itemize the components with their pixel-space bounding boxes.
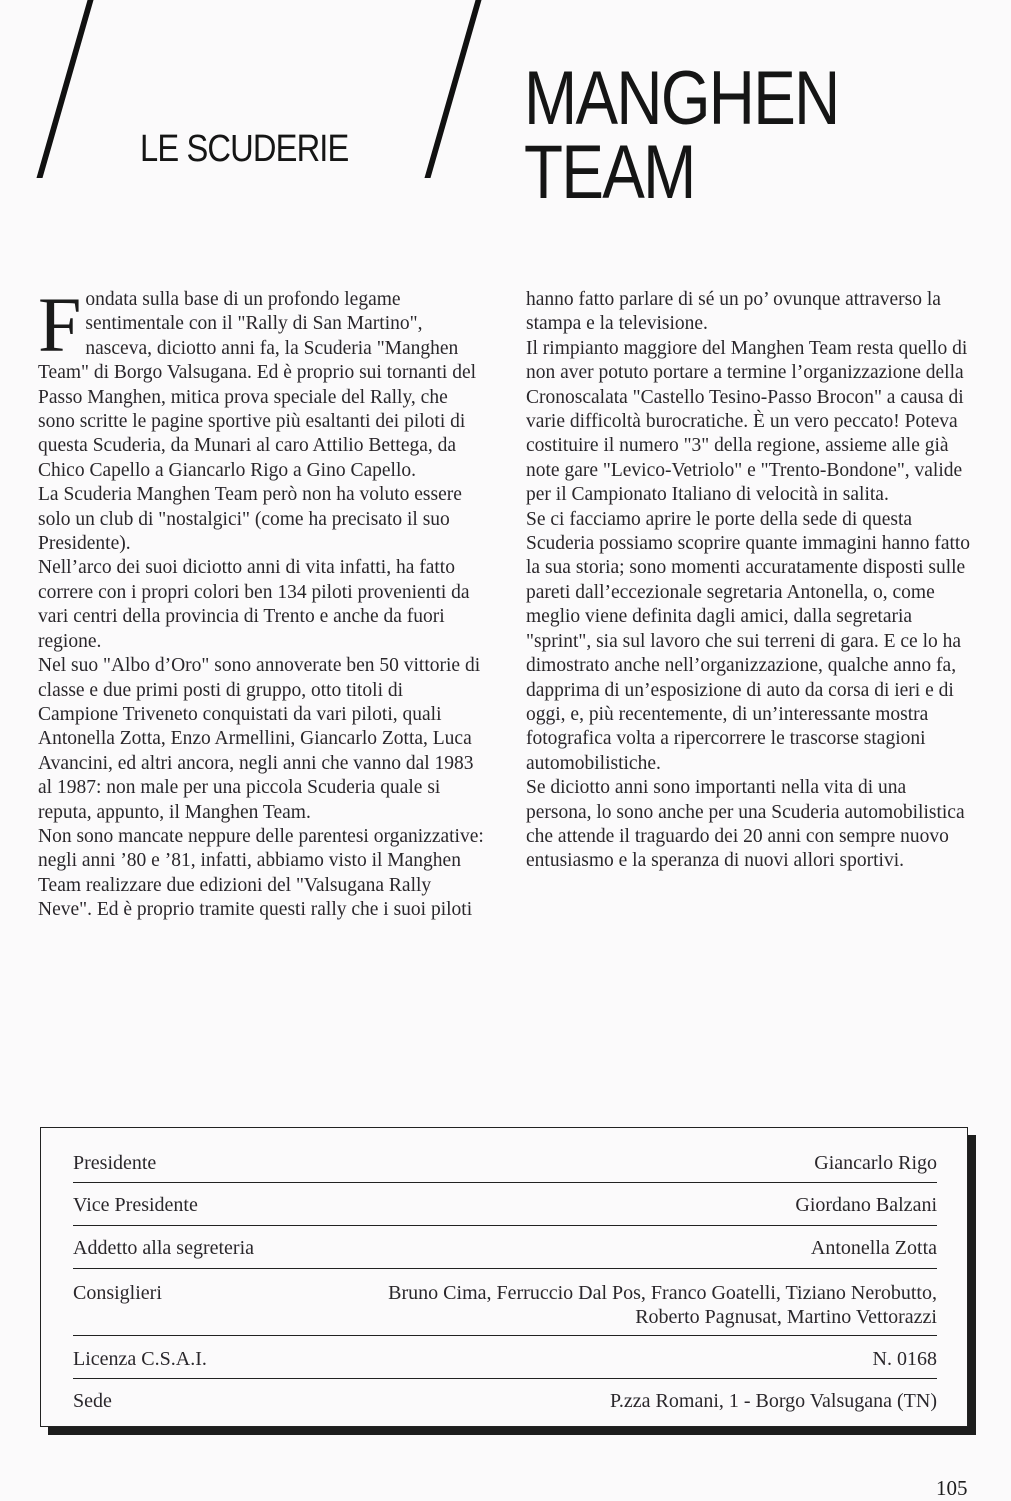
info-label: Consiglieri <box>73 1282 162 1304</box>
info-value <box>388 1281 937 1329</box>
paragraph <box>38 281 484 483</box>
info-value: Antonella Zotta <box>810 1237 937 1259</box>
paragraph: Se diciotto anni sono importanti nella vita di una persona, lo sono anche per una Scuderia automobilistica che attende il traguardo dei 20 anni con sempre nuovo entusiasmo e la speranza di nuovi allori sportivi. <box>526 777 965 872</box>
info-row-presidente <box>73 1152 937 1175</box>
decorative-slash-left <box>36 0 93 178</box>
info-label: Sede <box>73 1390 112 1412</box>
info-label: Presidente <box>73 1152 157 1174</box>
drop-cap: F <box>38 281 82 368</box>
info-label: Vice Presidente <box>73 1194 198 1216</box>
page-title <box>524 56 839 215</box>
info-value-line: Bruno Cima, Ferruccio Dal Pos, Franco Goatelli, Tiziano Nerobutto, <box>388 1282 937 1304</box>
paragraph: Non sono mancate neppure delle parentesi organizzative: negli anni ’80 e ’81, infatti, abbiamo visto il Manghen Team realizzare due edizioni del "Valsugana Rally Neve". Ed è proprio tramite questi rally che i suoi piloti <box>38 825 484 921</box>
info-label: Licenza C.S.A.I. <box>73 1348 207 1370</box>
article-column-right <box>526 288 976 874</box>
info-row-sede <box>73 1390 937 1413</box>
info-row-segreteria <box>73 1237 937 1260</box>
info-value: P.zza Romani, 1 - Borgo Valsugana (TN) <box>610 1390 937 1412</box>
team-info-box <box>40 1127 968 1427</box>
paragraph: Se ci facciamo aprire le porte della sede di questa Scuderia possiamo scoprire quante immagini hanno fatto la sua storia; sono momenti accuratamente disposti sulle pareti dall’eccezionale segretaria Antonella, o, come meglio viene definita dagli amici, dalla segretaria "sprint", sia sul lavoro che sui terreni di gara. E ce lo ha dimostrato anche nell’organizzazione, qualche anno fa, dapprima di un’esposizione di auto da corsa di ieri e di oggi, e, più recentemente, di un’interessante mostra fotografica volta a ripercorrere le trascorse stagioni automobilistiche. <box>526 508 971 774</box>
paragraph: Nel suo "Albo d’Oro" sono annoverate ben 50 vittorie di classe e due primi posti di gruppo, otto titoli di Campione Triveneto conquistati da vari piloti, quali Antonella Zotta, Enzo Armellini, Giancarlo Zotta, Luca Avancini, ed altri ancora, negli anni che vanno dal 1983 al 1987: non male per una piccola Scuderia quale si reputa, appunto, il Manghen Team. <box>38 655 481 823</box>
title-line-2: TEAM <box>524 130 695 215</box>
divider <box>73 1225 937 1226</box>
info-row-vice-presidente <box>73 1194 937 1217</box>
decorative-slash-right <box>424 0 481 178</box>
paragraph: hanno fatto parlare di sé un po’ ovunque attraverso la stampa e la televisione. <box>526 289 941 335</box>
info-value: N. 0168 <box>872 1348 937 1370</box>
paragraph-text: ondata sulla base di un profondo legame sentimentale con il "Rally di San Martino", nasceva, diciotto anni fa, la Scuderia "Manghen Team" di Borgo Valsugana. Ed è proprio sui tornanti del Passo Manghen, mitica prova speciale del Rally, che sono scritte le pagine sportive più esaltanti dei piloti di questa Scuderia, da Munari al caro Attilio Bettega, da Chico Capello a Giancarlo Rigo a Gino Capello. <box>38 289 477 481</box>
page-number: 105 <box>936 1476 968 1500</box>
divider <box>73 1268 937 1269</box>
info-value-line: Roberto Pagnusat, Martino Vettorazzi <box>635 1306 937 1328</box>
paragraph: Nell’arco dei suoi diciotto anni di vita infatti, ha fatto correre con i propri colori ben 134 piloti provenienti da vari centri della provincia di Trento e anche da fuori regione. <box>38 557 470 652</box>
divider <box>73 1182 937 1183</box>
info-value: Giordano Balzani <box>795 1194 937 1216</box>
info-row-licenza <box>73 1348 937 1371</box>
paragraph: La Scuderia Manghen Team però non ha voluto essere solo un club di "nostalgici" (come ha precisato il suo Presidente). <box>38 484 462 555</box>
paragraph: Il rimpianto maggiore del Manghen Team resta quello di non aver potuto portare a termine l’organizzazione della Cronoscalata "Castello Tesino-Passo Brocon" a causa di varie difficoltà burocratiche. È un vero peccato! Poteva costituire il numero "3" della regione, assieme alle già note gare "Levico-Vetriolo" e "Trento-Bondone", valide per il Campionato Italiano di velocità in salita. <box>526 337 968 506</box>
section-label: LE SCUDERIE <box>140 128 349 170</box>
article-column-left <box>38 281 484 923</box>
info-row-consiglieri <box>73 1281 937 1329</box>
info-value: Giancarlo Rigo <box>814 1152 937 1174</box>
info-label: Addetto alla segreteria <box>73 1237 255 1259</box>
divider <box>73 1335 937 1336</box>
divider <box>73 1378 937 1379</box>
title-line-1: MANGHEN <box>524 56 839 141</box>
